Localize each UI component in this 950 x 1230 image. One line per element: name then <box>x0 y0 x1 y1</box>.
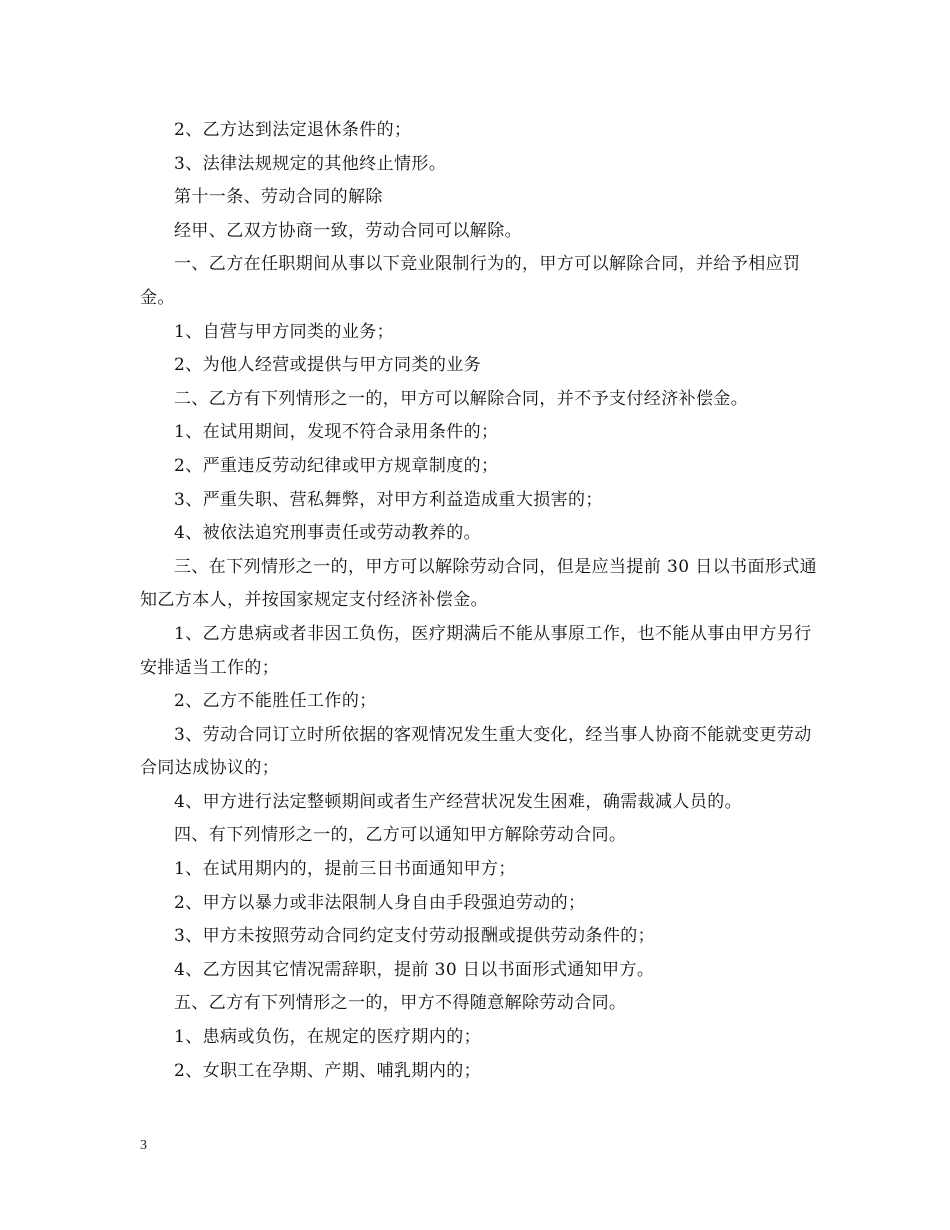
paragraph: 1、在试用期内的，提前三日书面通知甲方； <box>174 859 516 880</box>
paragraph: 3、劳动合同订立时所依据的客观情况发生重大变化，经当事人协商不能就变更劳动合同达成协议的； <box>140 724 812 779</box>
paragraph: 2、为他人经营或提供与甲方同类的业务 <box>174 355 482 376</box>
paragraph: 2、甲方以暴力或非法限制人身自由手段强迫劳动的； <box>174 892 586 913</box>
paragraph: 2、严重违反劳动纪律或甲方规章制度的； <box>174 455 499 476</box>
paragraph: 五、乙方有下列情形之一的，甲方不得随意解除劳动合同。 <box>174 993 627 1014</box>
paragraph: 二、乙方有下列情形之一的，甲方可以解除合同，并不予支付经济补偿金。 <box>174 388 749 409</box>
paragraph: 3、甲方未按照劳动合同约定支付劳动报酬或提供劳动条件的； <box>174 926 656 947</box>
document-body <box>140 114 820 1088</box>
paragraph: 3、严重失职、营私舞弊，对甲方利益造成重大损害的； <box>174 489 603 510</box>
paragraph: 1、自营与甲方同类的业务； <box>174 321 395 342</box>
paragraph: 2、女职工在孕期、产期、哺乳期内的； <box>174 1060 482 1081</box>
paragraph: 4、甲方进行法定整顿期间或者生产经营状况发生困难，确需裁减人员的。 <box>174 791 743 812</box>
paragraph: 四、有下列情形之一的，乙方可以通知甲方解除劳动合同。 <box>174 825 627 846</box>
section-heading: 第十一条、劳动合同的解除 <box>174 187 383 208</box>
paragraph: 1、患病或负伤，在规定的医疗期内的； <box>174 1027 482 1048</box>
paragraph: 1、乙方患病或者非因工负伤，医疗期满后不能从事原工作，也不能从事由甲方另行安排适当工作的； <box>140 623 812 678</box>
paragraph: 一、乙方在任职期间从事以下竞业限制行为的，甲方可以解除合同，并给予相应罚金。 <box>140 254 801 308</box>
paragraph: 4、乙方因其它情况需辞职，提前 30 日以书面形式通知甲方。 <box>174 959 655 980</box>
paragraph: 经甲、乙双方协商一致，劳动合同可以解除。 <box>174 220 522 241</box>
paragraph: 1、在试用期间，发现不符合录用条件的； <box>174 422 499 443</box>
paragraph: 2、乙方不能胜任工作的； <box>174 691 377 712</box>
paragraph: 4、被依法追究刑事责任或劳动教养的。 <box>174 523 482 544</box>
page-number: 3 <box>140 1138 147 1153</box>
paragraph: 3、法律法规规定的其他终止情形。 <box>174 153 447 174</box>
paragraph: 2、乙方达到法定退休条件的； <box>174 120 412 140</box>
paragraph: 三、在下列情形之一的，甲方可以解除劳动合同，但是应当提前 30 日以书面形式通知乙方本人，并按国家规定支付经济补偿金。 <box>140 556 818 611</box>
